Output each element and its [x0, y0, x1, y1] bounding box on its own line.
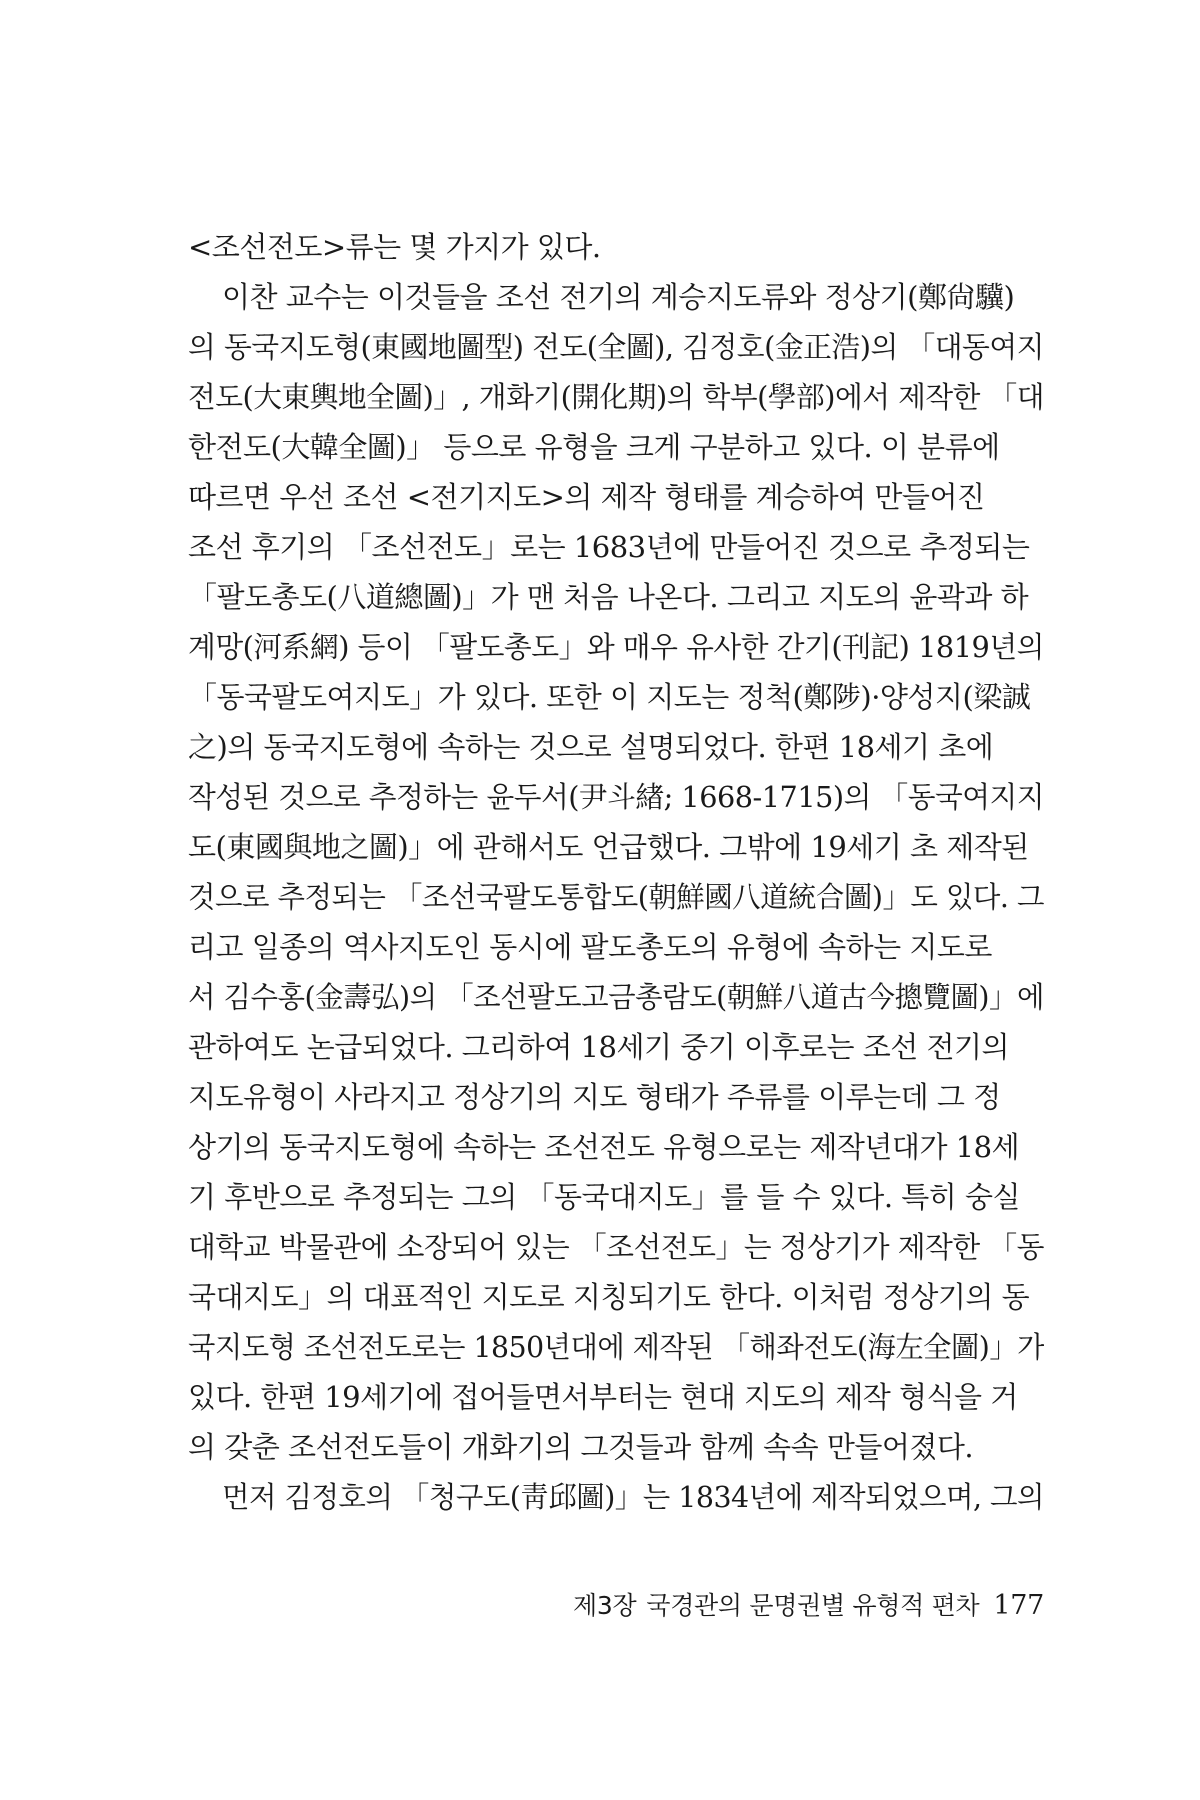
text-line: 것으로 추정되는 「조선국팔도통합도(朝鮮國八道統合圖)」도 있다. 그	[188, 880, 1044, 914]
text-line: 계망(河系網) 등이 「팔도총도」와 매우 유사한 간기(刊記) 1819년의	[188, 630, 1044, 664]
chapter-number: 제3장	[573, 1591, 637, 1620]
text-line: <조선전도>류는 몇 가지가 있다.	[188, 230, 601, 264]
text-line: 서 김수홍(金壽弘)의 「조선팔도고금총람도(朝鮮八道古今摠覽圖)」에	[188, 980, 1044, 1014]
text-line: 의 동국지도형(東國地圖型) 전도(全圖), 김정호(金正浩)의 「대동여지	[188, 330, 1044, 364]
text-line: 대학교 박물관에 소장되어 있는 「조선전도」는 정상기가 제작한 「동	[188, 1230, 1044, 1264]
text-line: 의 갖춘 조선전도들이 개화기의 그것들과 함께 속속 만들어졌다.	[188, 1430, 974, 1464]
text-line: 지도유형이 사라지고 정상기의 지도 형태가 주류를 이루는데 그 정	[188, 1080, 1001, 1114]
running-footer	[540, 1586, 1044, 1626]
body-text	[188, 222, 1044, 1522]
text-line: 관하여도 논급되었다. 그리하여 18세기 중기 이후로는 조선 전기의	[188, 1030, 1010, 1064]
text-line: 있다. 한편 19세기에 접어들면서부터는 현대 지도의 제작 형식을 거	[188, 1380, 1018, 1414]
text-line: 「팔도총도(八道總圖)」가 맨 처음 나온다. 그리고 지도의 윤곽과 하	[188, 580, 1029, 614]
text-line: 「동국팔도여지도」가 있다. 또한 이 지도는 정척(鄭陟)·양성지(梁誠	[188, 680, 1031, 714]
text-line: 조선 후기의 「조선전도」로는 1683년에 만들어진 것으로 추정되는	[188, 530, 1030, 564]
text-line: 도(東國與地之圖)」에 관해서도 언급했다. 그밖에 19세기 초 제작된	[188, 830, 1029, 864]
text-line: 국지도형 조선전도로는 1850년대에 제작된 「해좌전도(海左全圖)」가	[188, 1330, 1044, 1364]
text-line: 기 후반으로 추정되는 그의 「동국대지도」를 들 수 있다. 특히 숭실	[188, 1180, 1021, 1214]
text-line: 상기의 동국지도형에 속하는 조선전도 유형으로는 제작년대가 18세	[188, 1130, 1020, 1164]
text-line: 작성된 것으로 추정하는 윤두서(尹斗緖; 1668-1715)의 「동국여지지	[188, 780, 1044, 814]
paragraph-start-line: 이찬 교수는 이것들을 조선 전기의 계승지도류와 정상기(鄭尙驥)	[222, 280, 1015, 314]
text-line: 국대지도」의 대표적인 지도로 지칭되기도 한다. 이처럼 정상기의 동	[188, 1280, 1030, 1314]
text-line: 한전도(大韓全圖)」 등으로 유형을 크게 구분하고 있다. 이 분류에	[188, 430, 1000, 464]
page-number: 177	[993, 1590, 1044, 1621]
text-line: 따르면 우선 조선 <전기지도>의 제작 형태를 계승하여 만들어진	[188, 480, 985, 514]
text-line: 리고 일종의 역사지도인 동시에 팔도총도의 유형에 속하는 지도로	[188, 930, 992, 964]
paragraph-start-line: 먼저 김정호의 「청구도(靑邱圖)」는 1834년에 제작되었으며, 그의	[222, 1480, 1044, 1514]
text-line: 之)의 동국지도형에 속하는 것으로 설명되었다. 한편 18세기 초에	[188, 730, 994, 764]
chapter-title: 국경관의 문명권별 유형적 편차	[646, 1591, 980, 1620]
text-line: 전도(大東輿地全圖)」, 개화기(開化期)의 학부(學部)에서 제작한 「대	[188, 380, 1044, 414]
